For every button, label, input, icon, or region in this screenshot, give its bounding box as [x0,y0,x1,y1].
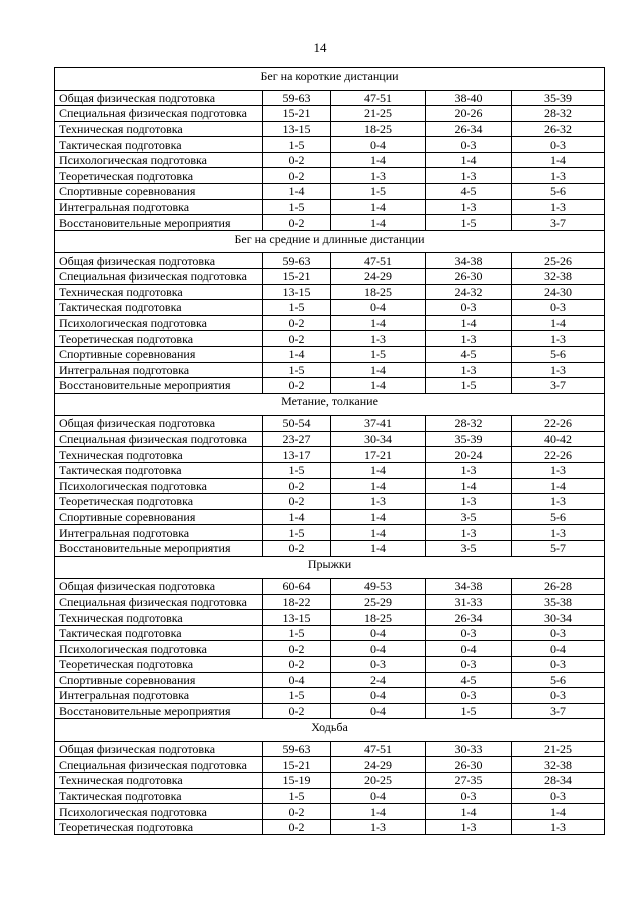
value-cell: 5-6 [512,346,605,362]
table-row [55,688,605,704]
value-cell: 1-4 [331,199,426,215]
value-cell: 18-22 [263,594,331,610]
row-label: Восстановительные мероприятия [55,703,263,719]
value-cell: 1-4 [331,362,426,378]
table-row [55,703,605,719]
value-cell: 1-5 [263,688,331,704]
value-cell: 0-2 [263,819,331,835]
table-row [55,184,605,200]
value-cell: 26-30 [426,757,512,773]
value-cell: 3-5 [426,509,512,525]
value-cell: 1-5 [331,184,426,200]
value-cell: 20-26 [426,106,512,122]
table-body [55,68,605,835]
table-row [55,346,605,362]
value-cell: 1-4 [263,346,331,362]
value-cell: 0-2 [263,152,331,168]
row-label: Теоретическая подготовка [55,494,263,510]
value-cell: 1-4 [331,525,426,541]
value-cell: 38-40 [426,90,512,106]
value-cell: 0-3 [426,137,512,153]
row-label: Интегральная подготовка [55,362,263,378]
row-label: Психологическая подготовка [55,641,263,657]
value-cell: 1-4 [426,478,512,494]
value-cell: 0-2 [263,703,331,719]
row-label: Специальная физическая подготовка [55,757,263,773]
value-cell: 1-3 [426,199,512,215]
value-cell: 1-4 [331,315,426,331]
value-cell: 1-5 [263,137,331,153]
table-row [55,137,605,153]
value-cell: 0-2 [263,215,331,231]
value-cell: 13-17 [263,447,331,463]
section-title: Бег на короткие дистанции [55,68,605,84]
value-cell: 1-4 [426,152,512,168]
table-row [55,672,605,688]
row-label: Восстановительные мероприятия [55,540,263,556]
value-cell: 1-4 [512,804,605,820]
table-row [55,331,605,347]
value-cell: 1-4 [331,462,426,478]
value-cell: 37-41 [331,416,426,432]
table-row [55,509,605,525]
table-row [55,525,605,541]
row-label: Теоретическая подготовка [55,657,263,673]
value-cell: 49-53 [331,579,426,595]
value-cell: 0-4 [331,788,426,804]
value-cell: 31-33 [426,594,512,610]
value-cell: 1-3 [331,819,426,835]
table-row [55,315,605,331]
value-cell: 35-38 [512,594,605,610]
row-label: Техническая подготовка [55,284,263,300]
table-row [55,657,605,673]
value-cell: 1-3 [426,331,512,347]
section-header-row [55,393,605,409]
value-cell: 40-42 [512,431,605,447]
value-cell: 59-63 [263,741,331,757]
value-cell: 1-3 [512,331,605,347]
value-cell: 1-4 [512,152,605,168]
value-cell: 1-3 [426,494,512,510]
table-row [55,416,605,432]
row-label: Техническая подготовка [55,773,263,789]
value-cell: 1-4 [512,315,605,331]
value-cell: 3-7 [512,703,605,719]
value-cell: 1-3 [331,168,426,184]
table-row [55,268,605,284]
value-cell: 15-21 [263,268,331,284]
value-cell: 1-4 [512,478,605,494]
row-label: Восстановительные мероприятия [55,378,263,394]
value-cell: 1-5 [426,215,512,231]
value-cell: 3-7 [512,378,605,394]
table-row [55,447,605,463]
row-label: Специальная физическая подготовка [55,268,263,284]
value-cell: 1-3 [512,168,605,184]
value-cell: 0-2 [263,641,331,657]
value-cell: 1-3 [426,525,512,541]
value-cell: 1-5 [263,199,331,215]
value-cell: 1-3 [331,331,426,347]
value-cell: 1-3 [512,199,605,215]
value-cell: 1-3 [426,168,512,184]
value-cell: 0-2 [263,657,331,673]
row-label: Общая физическая подготовка [55,90,263,106]
value-cell: 1-5 [331,346,426,362]
section-header-row [55,68,605,84]
row-label: Специальная физическая подготовка [55,594,263,610]
row-label: Общая физическая подготовка [55,416,263,432]
value-cell: 0-2 [263,168,331,184]
value-cell: 0-2 [263,315,331,331]
value-cell: 1-5 [426,378,512,394]
value-cell: 18-25 [331,121,426,137]
row-label: Спортивные соревнования [55,672,263,688]
value-cell: 0-4 [331,641,426,657]
value-cell: 22-26 [512,447,605,463]
value-cell: 26-32 [512,121,605,137]
value-cell: 30-34 [512,610,605,626]
row-label: Тактическая подготовка [55,788,263,804]
value-cell: 4-5 [426,672,512,688]
value-cell: 0-3 [512,688,605,704]
value-cell: 1-5 [263,300,331,316]
value-cell: 0-4 [426,641,512,657]
row-label: Общая физическая подготовка [55,741,263,757]
row-label: Теоретическая подготовка [55,819,263,835]
table-row [55,121,605,137]
row-label: Теоретическая подготовка [55,168,263,184]
value-cell: 27-35 [426,773,512,789]
value-cell: 0-2 [263,331,331,347]
section-title: Бег на средние и длинные дистанции [55,230,605,246]
value-cell: 50-54 [263,416,331,432]
section-header-row [55,230,605,246]
table-row [55,610,605,626]
value-cell: 25-29 [331,594,426,610]
value-cell: 47-51 [331,253,426,269]
table-row [55,378,605,394]
section-header-row [55,556,605,572]
row-label: Психологическая подготовка [55,152,263,168]
table-row [55,625,605,641]
value-cell: 59-63 [263,90,331,106]
value-cell: 13-15 [263,610,331,626]
row-label: Техническая подготовка [55,447,263,463]
value-cell: 0-4 [331,688,426,704]
table-row [55,90,605,106]
value-cell: 15-21 [263,757,331,773]
value-cell: 18-25 [331,284,426,300]
table-row [55,300,605,316]
value-cell: 28-32 [426,416,512,432]
table-row [55,199,605,215]
value-cell: 0-4 [331,625,426,641]
value-cell: 1-3 [512,525,605,541]
table-row [55,757,605,773]
row-label: Психологическая подготовка [55,315,263,331]
value-cell: 1-5 [263,625,331,641]
value-cell: 1-4 [331,152,426,168]
value-cell: 1-3 [512,362,605,378]
value-cell: 20-25 [331,773,426,789]
page-number: 14 [313,40,327,55]
row-label: Техническая подготовка [55,121,263,137]
value-cell: 0-4 [331,137,426,153]
value-cell: 3-7 [512,215,605,231]
row-label: Теоретическая подготовка [55,331,263,347]
row-label: Техническая подготовка [55,610,263,626]
value-cell: 13-15 [263,121,331,137]
value-cell: 5-7 [512,540,605,556]
value-cell: 24-29 [331,268,426,284]
value-cell: 0-4 [263,672,331,688]
value-cell: 4-5 [426,346,512,362]
table-row [55,788,605,804]
value-cell: 1-3 [426,362,512,378]
value-cell: 1-4 [426,315,512,331]
value-cell: 47-51 [331,90,426,106]
value-cell: 32-38 [512,757,605,773]
table-row [55,215,605,231]
table-row [55,494,605,510]
value-cell: 1-4 [331,478,426,494]
section-title: Метание, толкание [55,393,605,409]
value-cell: 1-4 [263,509,331,525]
value-cell: 0-3 [426,300,512,316]
value-cell: 0-3 [331,657,426,673]
value-cell: 1-4 [331,804,426,820]
row-label: Тактическая подготовка [55,625,263,641]
table-row [55,478,605,494]
value-cell: 20-24 [426,447,512,463]
table-row [55,804,605,820]
value-cell: 15-19 [263,773,331,789]
value-cell: 26-28 [512,579,605,595]
value-cell: 1-3 [331,494,426,510]
value-cell: 0-3 [426,625,512,641]
value-cell: 1-5 [263,362,331,378]
value-cell: 0-3 [512,788,605,804]
value-cell: 0-2 [263,494,331,510]
row-label: Интегральная подготовка [55,199,263,215]
value-cell: 32-38 [512,268,605,284]
table-row [55,106,605,122]
value-cell: 1-4 [426,804,512,820]
section-title: Ходьба [55,719,605,735]
value-cell: 1-3 [512,819,605,835]
row-label: Восстановительные мероприятия [55,215,263,231]
table-row [55,540,605,556]
value-cell: 0-2 [263,804,331,820]
value-cell: 34-38 [426,253,512,269]
value-cell: 0-4 [331,703,426,719]
value-cell: 0-2 [263,378,331,394]
value-cell: 5-6 [512,509,605,525]
value-cell: 1-3 [426,819,512,835]
value-cell: 30-33 [426,741,512,757]
value-cell: 59-63 [263,253,331,269]
table-row [55,594,605,610]
table-row [55,362,605,378]
value-cell: 0-3 [426,688,512,704]
value-cell: 1-4 [331,215,426,231]
table-row [55,152,605,168]
value-cell: 0-3 [512,625,605,641]
value-cell: 24-32 [426,284,512,300]
value-cell: 25-26 [512,253,605,269]
value-cell: 1-4 [331,540,426,556]
value-cell: 0-3 [512,137,605,153]
value-cell: 26-34 [426,610,512,626]
row-label: Интегральная подготовка [55,525,263,541]
table-row [55,579,605,595]
table-row [55,741,605,757]
value-cell: 1-5 [426,703,512,719]
value-cell: 17-21 [331,447,426,463]
value-cell: 0-3 [512,657,605,673]
row-label: Специальная физическая подготовка [55,106,263,122]
value-cell: 1-4 [331,378,426,394]
row-label: Интегральная подготовка [55,688,263,704]
value-cell: 35-39 [512,90,605,106]
value-cell: 1-4 [263,184,331,200]
table-row [55,641,605,657]
value-cell: 1-3 [512,462,605,478]
value-cell: 1-5 [263,788,331,804]
row-label: Специальная физическая подготовка [55,431,263,447]
table-row [55,819,605,835]
row-label: Общая физическая подготовка [55,253,263,269]
row-label: Спортивные соревнования [55,184,263,200]
value-cell: 35-39 [426,431,512,447]
table-row [55,253,605,269]
value-cell: 5-6 [512,184,605,200]
value-cell: 28-32 [512,106,605,122]
row-label: Спортивные соревнования [55,509,263,525]
value-cell: 21-25 [331,106,426,122]
value-cell: 2-4 [331,672,426,688]
row-label: Общая физическая подготовка [55,579,263,595]
training-distribution-table [54,67,605,835]
value-cell: 0-2 [263,540,331,556]
value-cell: 30-34 [331,431,426,447]
value-cell: 0-4 [331,300,426,316]
table-row [55,773,605,789]
value-cell: 21-25 [512,741,605,757]
section-header-row [55,719,605,735]
value-cell: 13-15 [263,284,331,300]
value-cell: 0-2 [263,478,331,494]
row-label: Психологическая подготовка [55,804,263,820]
value-cell: 4-5 [426,184,512,200]
value-cell: 0-4 [512,641,605,657]
value-cell: 3-5 [426,540,512,556]
table-row [55,284,605,300]
value-cell: 1-3 [512,494,605,510]
value-cell: 15-21 [263,106,331,122]
value-cell: 0-3 [426,657,512,673]
table-row [55,168,605,184]
value-cell: 0-3 [426,788,512,804]
value-cell: 26-30 [426,268,512,284]
row-label: Тактическая подготовка [55,137,263,153]
value-cell: 28-34 [512,773,605,789]
row-label: Тактическая подготовка [55,300,263,316]
table-row [55,462,605,478]
value-cell: 34-38 [426,579,512,595]
value-cell: 18-25 [331,610,426,626]
value-cell: 47-51 [331,741,426,757]
table-row [55,431,605,447]
section-title: Прыжки [55,556,605,572]
row-label: Спортивные соревнования [55,346,263,362]
row-label: Тактическая подготовка [55,462,263,478]
value-cell: 1-4 [331,509,426,525]
value-cell: 1-5 [263,525,331,541]
value-cell: 22-26 [512,416,605,432]
value-cell: 1-3 [426,462,512,478]
value-cell: 5-6 [512,672,605,688]
value-cell: 0-3 [512,300,605,316]
value-cell: 1-5 [263,462,331,478]
value-cell: 60-64 [263,579,331,595]
value-cell: 24-29 [331,757,426,773]
value-cell: 24-30 [512,284,605,300]
row-label: Психологическая подготовка [55,478,263,494]
value-cell: 23-27 [263,431,331,447]
value-cell: 26-34 [426,121,512,137]
